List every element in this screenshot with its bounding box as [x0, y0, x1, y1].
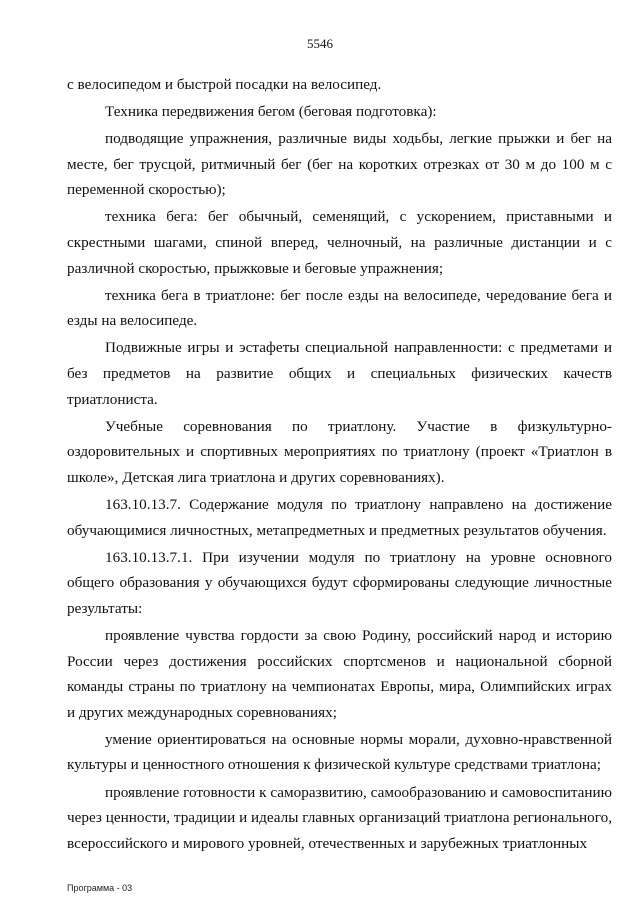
- paragraph-continuation: с велосипедом и быстрой посадки на велосипед.: [67, 76, 382, 93]
- document-body: [67, 72, 612, 856]
- paragraph-outdoor-games: Подвижные игры и эстафеты специальной направленности: с предметами и без предметов на развитие общих и специальных физических качеств триатлониста.: [67, 339, 612, 408]
- paragraph-section-163-10-13-7-1: 163.10.13.7.1. При изучении модуля по триатлону на уровне основного общего образования у обучающихся будут сформированы следующие личностные результаты:: [67, 548, 612, 617]
- page-number: 5546: [307, 36, 333, 51]
- paragraph-running-technique-heading: Техника передвижения бегом (беговая подготовка):: [105, 103, 437, 121]
- paragraph-section-163-10-13-7: 163.10.13.7. Содержание модуля по триатлону направлено на достижение обучающимися личностных, метапредметных и предметных результатов обучения.: [67, 496, 612, 539]
- page-footer: Программа - 03: [67, 883, 133, 893]
- paragraph-pride-in-homeland: проявление чувства гордости за свою Родину, российский народ и историю России через достижения российских спортсменов и национальной сборной команды страны по триатлону на чемпионатах Европы, мира, Олимпийских играх и других международных соревнованиях;: [67, 626, 612, 721]
- paragraph-running-technique: техника бега: бег обычный, семенящий, с ускорением, приставными и скрестными шагами, спиной вперед, челночный, на различные дистанции и с различной скоростью, прыжковые и беговые упражнения;: [67, 208, 612, 277]
- paragraph-self-development: проявление готовности к саморазвитию, самообразованию и самовоспитанию через ценности, традиции и идеалы главных организаций триатлона регионального, всероссийского и мирового уровней, отечественных и зарубежных триатлонных: [67, 783, 612, 852]
- paragraph-training-competitions: Учебные соревнования по триатлону. Участие в физкультурно-оздоровительных и спортивных мероприятиях по триатлону (проект «Триатлон в школе», Детская лига триатлона и других соревнованиях).: [67, 417, 612, 486]
- paragraph-triathlon-running: техника бега в триатлоне: бег после езды на велосипеде, чередование бега и езды на велосипеде.: [67, 286, 612, 330]
- paragraph-lead-up-exercises: подводящие упражнения, различные виды ходьбы, легкие прыжки и бег на месте, бег трусцой, ритмичный бег (бег на коротких отрезках от 30 м до 100 м с переменной скоростью);: [67, 130, 612, 199]
- paragraph-moral-norms: умение ориентироваться на основные нормы морали, духовно-нравственной культуры и ценностного отношения к физической культуре средствами триатлона;: [67, 730, 612, 774]
